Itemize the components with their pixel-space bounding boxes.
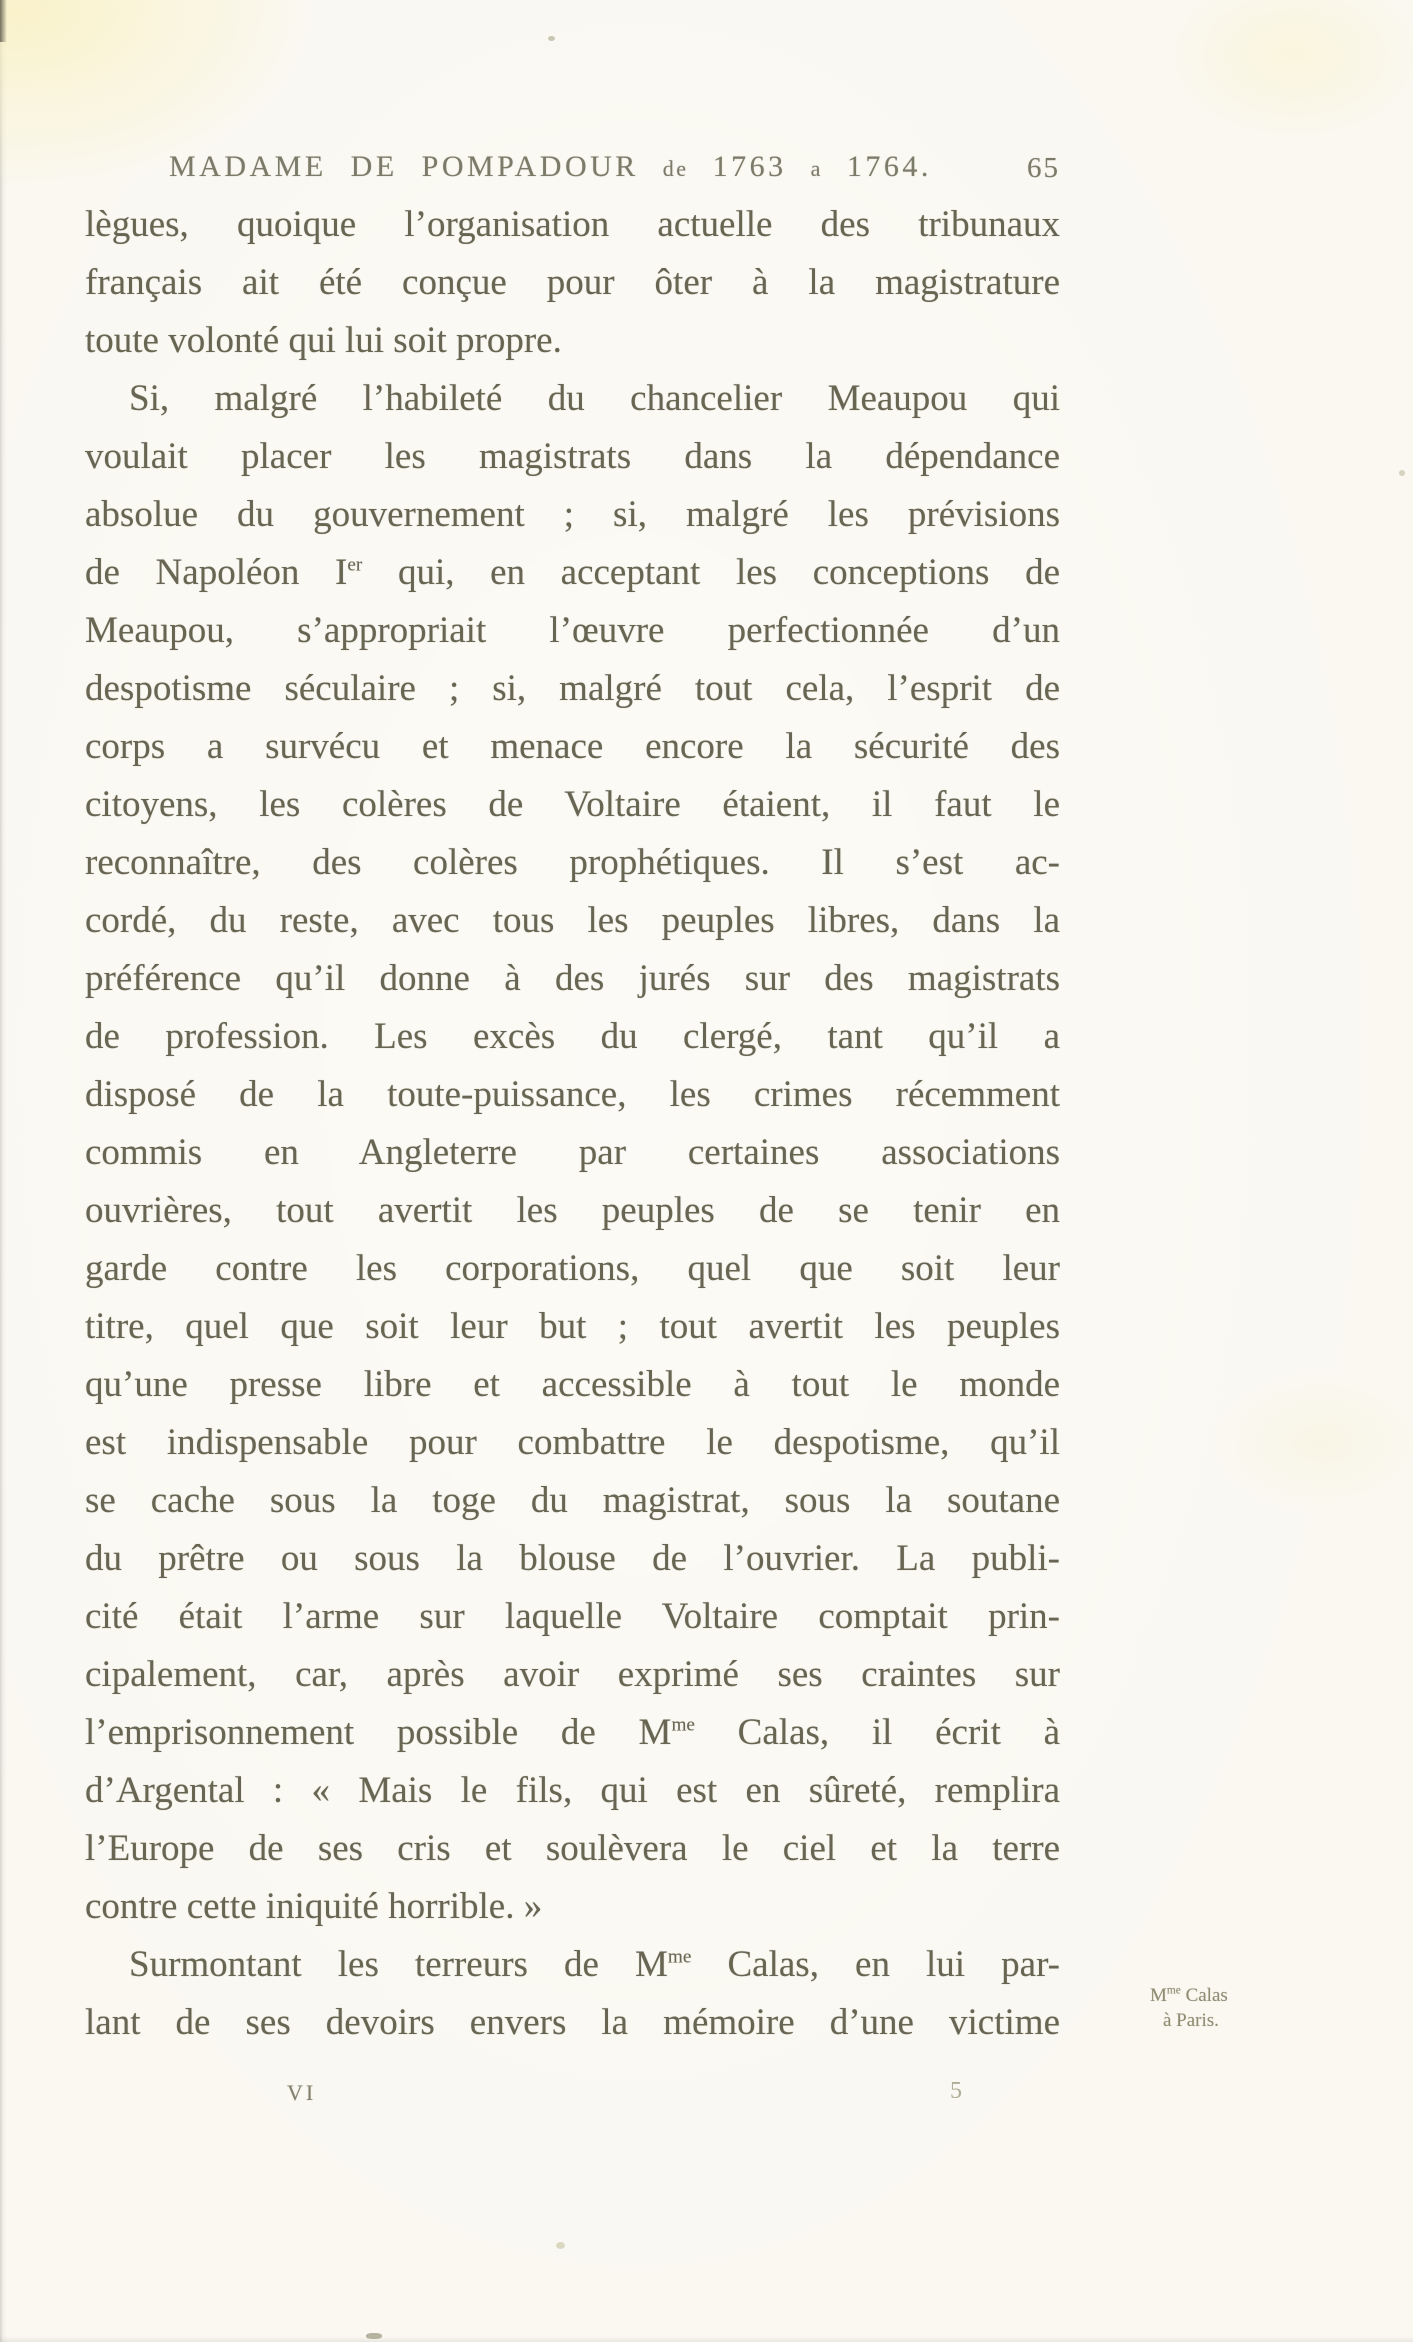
- text-line: disposé de la toute-puissance, les crimes récemment: [85, 1074, 1060, 1115]
- scan-speck: [556, 2242, 565, 2249]
- text-line: l’emprisonnement possible de $M^{me}$ Calas, il écrit à: [85, 1712, 1060, 1753]
- text-line: contre cette iniquité horrible. »: [85, 1886, 543, 1927]
- text-line: l’Europe de ses cris et soulèvera le ciel et la terre: [85, 1828, 1060, 1869]
- text-line: cité était l’arme sur laquelle Voltaire comptait prin-: [85, 1596, 1060, 1637]
- text-line: voulait placer les magistrats dans la dépendance: [85, 436, 1060, 477]
- margin-note-line2: à Paris.: [1163, 2010, 1219, 2031]
- scan-speck: [366, 2333, 382, 2339]
- text-line: garde contre les corporations, quel que soit leur: [85, 1248, 1060, 1289]
- volume-signature: VI: [287, 2080, 317, 2105]
- body-text: [85, 196, 1060, 2052]
- page-number: 65: [1027, 152, 1060, 184]
- text-line: cipalement, car, après avoir exprimé ses craintes sur: [85, 1654, 1060, 1695]
- text-line: de Napoléon Ier qui, en acceptant les conceptions de: [85, 552, 1060, 593]
- text-line: ouvrières, tout avertit les peuples de se tenir en: [85, 1190, 1060, 1231]
- scan-edge-shadow: [0, 0, 7, 42]
- text-line: est indispensable pour combattre le despotisme, qu’il: [85, 1422, 1060, 1463]
- text-line: d’Argental : « Mais le fils, qui est en sûreté, remplira: [85, 1770, 1060, 1811]
- text-line: du prêtre ou sous la blouse de l’ouvrier. La publi-: [85, 1538, 1060, 1579]
- margin-note: [1150, 1983, 1320, 2033]
- running-title-year1: 1763: [712, 150, 787, 183]
- text-line: titre, quel que soit leur but ; tout avertit les peuples: [85, 1306, 1060, 1347]
- page-header: [85, 150, 1060, 190]
- scan-speck: [548, 36, 555, 41]
- text-line: de profession. Les excès du clergé, tant qu’il a: [85, 1016, 1060, 1057]
- text-line: qu’une presse libre et accessible à tout le monde: [85, 1364, 1060, 1405]
- text-line: Meaupou, s’appropriait l’œuvre perfectionnée d’un: [85, 610, 1060, 651]
- running-title: [169, 150, 932, 184]
- text-line: corps a survécu et menace encore la sécurité des: [85, 726, 1060, 767]
- text-line: commis en Angleterre par certaines associations: [85, 1132, 1060, 1173]
- text-line: lègues, quoique l’organisation actuelle des tribunaux: [85, 204, 1060, 245]
- text-line: se cache sous la toge du magistrat, sous la soutane: [85, 1480, 1060, 1521]
- running-title-de: de: [662, 156, 689, 181]
- sheet-signature: 5: [950, 2078, 962, 2104]
- text-line: français ait été conçue pour ôter à la magistrature: [85, 262, 1060, 303]
- running-title-year2: 1764.: [846, 150, 932, 183]
- scan-speck: [1399, 470, 1405, 476]
- text-line: absolue du gouvernement ; si, malgré les prévisions: [85, 494, 1060, 535]
- text-line: reconnaître, des colères prophétiques. Il s’est ac-: [85, 842, 1060, 883]
- text-line: despotisme séculaire ; si, malgré tout cela, l’esprit de: [85, 668, 1060, 709]
- margin-note-line1: $M^{me}$ Calas: [1150, 1984, 1228, 2006]
- text-line: lant de ses devoirs envers la mémoire d’une victime: [85, 2002, 1060, 2043]
- text-line: Si, malgré l’habileté du chancelier Meaupou qui: [129, 378, 1060, 419]
- text-line: toute volonté qui lui soit propre.: [85, 320, 562, 361]
- text-line: cordé, du reste, avec tous les peuples libres, dans la: [85, 900, 1060, 941]
- text-line: préférence qu’il donne à des jurés sur des magistrats: [85, 958, 1060, 999]
- running-title-a: a: [810, 156, 823, 181]
- text-line: Surmontant les terreurs de $M^{me}$ Calas, en lui par-: [129, 1944, 1060, 1985]
- running-title-main: MADAME DE POMPADOUR: [169, 150, 639, 183]
- text-line: citoyens, les colères de Voltaire étaient, il faut le: [85, 784, 1060, 825]
